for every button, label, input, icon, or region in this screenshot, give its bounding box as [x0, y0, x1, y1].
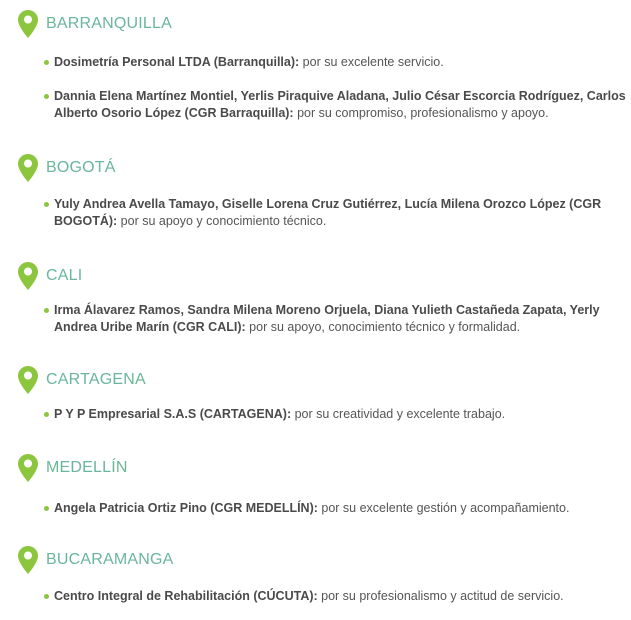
item-text: por su compromiso, profesionalismo y apoyo. [293, 106, 549, 120]
bullet-icon [44, 94, 49, 99]
list-item [44, 196, 629, 230]
city-title: CALI [46, 267, 83, 284]
list-item [44, 302, 629, 336]
bullet-icon [44, 308, 49, 313]
item-name: P Y P Empresarial S.A.S (CARTAGENA): [54, 407, 292, 421]
item-text: por su apoyo y conocimiento técnico. [117, 214, 327, 228]
item-name: Dannia Elena Martínez Montiel, Yerlis Piraquive Aladana, Julio César Escorcia Rodríguez, Carlos Alberto Osorio López (CGR Barraquilla): [54, 89, 626, 120]
bullet-icon [44, 202, 49, 207]
map-pin-icon [18, 366, 38, 394]
map-pin-icon [18, 546, 38, 574]
list-item [44, 406, 629, 423]
item-name: Yuly Andrea Avella Tamayo, Giselle Lorena Cruz Gutiérrez, Lucía Milena Orozco López (CGR BOGOTÁ): [54, 197, 602, 228]
item-name: Centro Integral de Rehabilitación (CÚCUTA): [54, 589, 318, 603]
list-item [44, 54, 629, 71]
map-pin-icon [18, 454, 38, 482]
item-text: por su creatividad y excelente trabajo. [291, 407, 506, 421]
item-text: por su profesionalismo y actitud de servicio. [317, 589, 564, 603]
list-item [44, 500, 629, 517]
bullet-icon [44, 594, 49, 599]
list-item [44, 88, 629, 122]
bullet-icon [44, 60, 49, 65]
city-title: BARRANQUILLA [46, 15, 172, 32]
city-title: BOGOTÁ [46, 159, 116, 176]
map-pin-icon [18, 154, 38, 182]
item-text: por su excelente servicio. [299, 55, 444, 69]
city-title: MEDELLÍN [46, 459, 128, 476]
item-name: Irma Álavarez Ramos, Sandra Milena Moreno Orjuela, Diana Yulieth Castañeda Zapata, Yerly Andrea Uribe Marín (CGR CALI): [54, 303, 600, 334]
city-title: CARTAGENA [46, 371, 146, 388]
bullet-icon [44, 412, 49, 417]
item-text: por su excelente gestión y acompañamiento. [317, 501, 570, 515]
map-pin-icon [18, 262, 38, 290]
list-item [44, 588, 629, 605]
item-name: Angela Patricia Ortiz Pino (CGR MEDELLÍN): [54, 501, 318, 515]
item-text: por su apoyo, conocimiento técnico y formalidad. [245, 320, 521, 334]
bullet-icon [44, 506, 49, 511]
item-name: Dosimetría Personal LTDA (Barranquilla): [54, 55, 300, 69]
map-pin-icon [18, 10, 38, 38]
city-title: BUCARAMANGA [46, 551, 174, 568]
